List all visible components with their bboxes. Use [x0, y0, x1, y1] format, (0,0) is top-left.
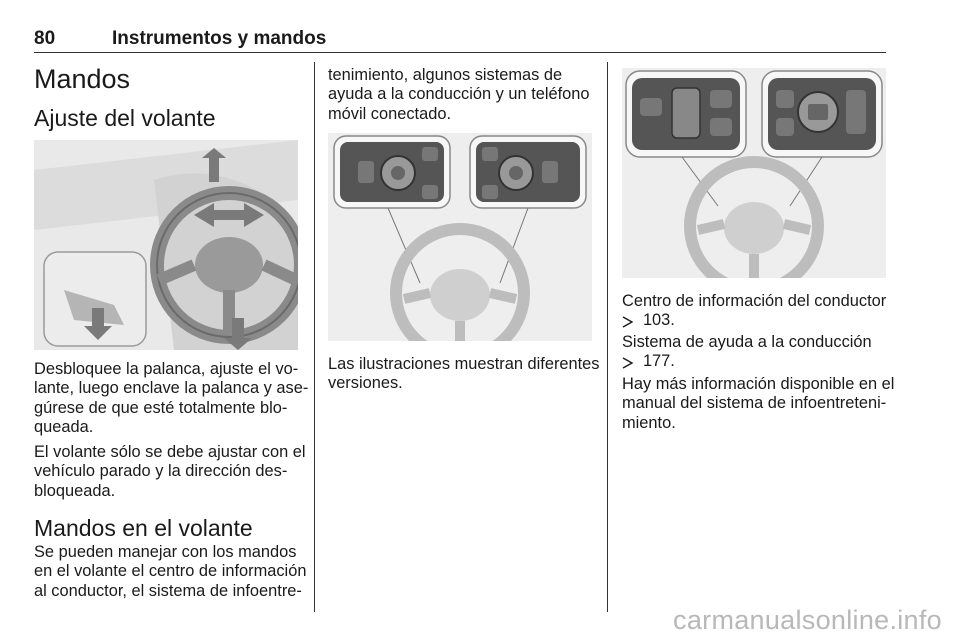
paragraph-controls-continued [328, 66, 590, 124]
text-line: Sistema de ayuda a la conducción [622, 333, 872, 351]
text-line: Desbloquee la palanca, ajuste el vo- [34, 360, 299, 378]
paragraph-unlock-lever [34, 360, 308, 438]
text-line: bloqueada. [34, 481, 116, 500]
page-reference-arrow-icon [622, 315, 634, 329]
steering-controls-illustration-a [328, 133, 592, 341]
column-divider [607, 62, 608, 612]
text-line: manual del sistema de infoentreteni- [622, 394, 887, 413]
text-line: 103. [622, 311, 675, 330]
section-title: Instrumentos y mandos [112, 28, 327, 49]
text-line: gúrese de que esté totalmente blo- [34, 398, 288, 417]
text-line: móvil conectado. [328, 104, 451, 123]
text-line: miento. [622, 413, 676, 432]
text-line: tenimiento, algunos sistemas de [328, 66, 563, 84]
paragraph-driving-assist [622, 333, 872, 372]
text-line: Centro de información del conductor [622, 292, 887, 310]
paragraph-adjust-warning [34, 443, 306, 501]
column-divider [314, 62, 315, 612]
heading-ajuste-volante: Ajuste del volante [34, 105, 216, 131]
text-line: ayuda a la conducción y un teléfono [328, 85, 590, 104]
paragraph-controls-intro [34, 543, 306, 601]
heading-mandos: Mandos [34, 64, 131, 94]
text-line: Las ilustraciones muestran diferentes [328, 355, 600, 373]
text-line: Se pueden manejar con los mandos [34, 543, 297, 561]
paragraph-driver-info-center [622, 292, 886, 331]
text-line: Hay más información disponible en el [622, 375, 895, 393]
page-header [34, 26, 886, 53]
text-line: versiones. [328, 374, 403, 393]
text-line: El volante sólo se debe ajustar con el [34, 443, 306, 461]
text-line: 177. [622, 352, 675, 371]
page-reference-arrow-icon [622, 356, 634, 370]
page-number: 80 [34, 28, 56, 49]
heading-mandos-volante: Mandos en el volante [34, 515, 253, 541]
text-line: vehículo parado y la dirección des- [34, 462, 288, 481]
text-line: en el volante el centro de información [34, 562, 307, 581]
steering-controls-illustration-b [622, 68, 886, 278]
steering-adjust-illustration [34, 140, 298, 350]
watermark: carmanualsonline.info [673, 605, 942, 635]
paragraph-more-info [622, 375, 894, 433]
paragraph-illustrations-note [328, 355, 600, 394]
text-line: al conductor, el sistema de infoentre- [34, 581, 302, 600]
text-line: queada. [34, 418, 94, 437]
text-line: lante, luego enclave la palanca y ase- [34, 379, 309, 398]
